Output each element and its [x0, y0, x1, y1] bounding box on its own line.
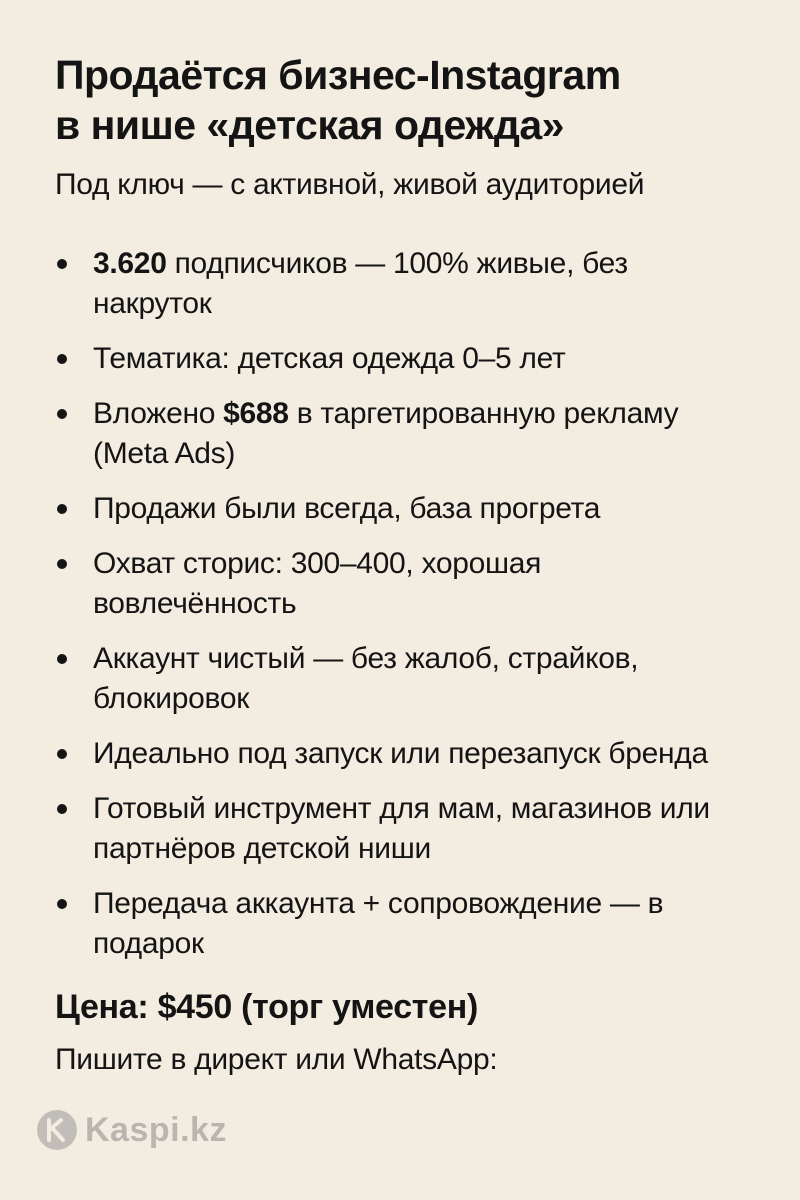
- feature-text: Идеально под запуск или перезапуск бренда: [93, 737, 708, 770]
- contact-info: Пишите в директ или WhatsApp:: [55, 1043, 498, 1076]
- feature-topic: [55, 339, 750, 379]
- followers-text: подписчиков — 100% живые, без накруток: [93, 247, 628, 320]
- price: Цена: $450 (торг уместен): [55, 988, 479, 1026]
- feature-followers: [55, 244, 750, 324]
- feature-text: Аккаунт чистый — без жалоб, страйков, блокировок: [93, 642, 639, 715]
- feature-text: Готовый инструмент для мам, магазинов или партнёров детской ниши: [93, 792, 710, 865]
- feature-target-audience: [55, 789, 750, 869]
- bullet-icon: [57, 409, 67, 419]
- bullet-icon: [57, 899, 67, 909]
- feature-text: Охват сторис: 300–400, хорошая вовлечённость: [93, 547, 542, 620]
- feature-launch: [55, 734, 750, 774]
- feature-text: Передача аккаунта + сопровождение — в подарок: [93, 887, 664, 960]
- feature-sales: [55, 489, 750, 529]
- bullet-icon: [57, 354, 67, 364]
- ad-spend-post: в таргетированную рекламу (Meta Ads): [93, 397, 679, 470]
- bullet-icon: [57, 259, 67, 269]
- bullet-icon: [57, 804, 67, 814]
- bullet-icon: [57, 749, 67, 759]
- title-line-2: в нише «детская одежда»: [55, 102, 564, 148]
- bullet-icon: [57, 559, 67, 569]
- feature-transfer: [55, 884, 750, 964]
- feature-text: Продажи были всегда, база прогрета: [93, 492, 601, 525]
- feature-ad-spend: [55, 394, 750, 474]
- feature-list: [55, 244, 750, 964]
- watermark: [35, 1108, 227, 1152]
- feature-clean-account: [55, 639, 750, 719]
- followers-count: 3.620: [93, 247, 167, 280]
- watermark-text: Kaspi.kz: [85, 1110, 227, 1149]
- feature-text: Тематика: детская одежда 0–5 лет: [93, 342, 566, 375]
- feature-stories-reach: [55, 544, 750, 624]
- page-title: [55, 50, 750, 150]
- bullet-icon: [57, 504, 67, 514]
- subtitle: Под ключ — с активной, живой аудиторией: [55, 168, 645, 201]
- kaspi-logo-icon: [35, 1108, 79, 1152]
- ad-spend-pre: Вложено: [93, 397, 224, 430]
- ad-spend-amount: $688: [223, 397, 289, 430]
- bullet-icon: [57, 654, 67, 664]
- title-line-1: Продаётся бизнес-Instagram: [55, 52, 621, 98]
